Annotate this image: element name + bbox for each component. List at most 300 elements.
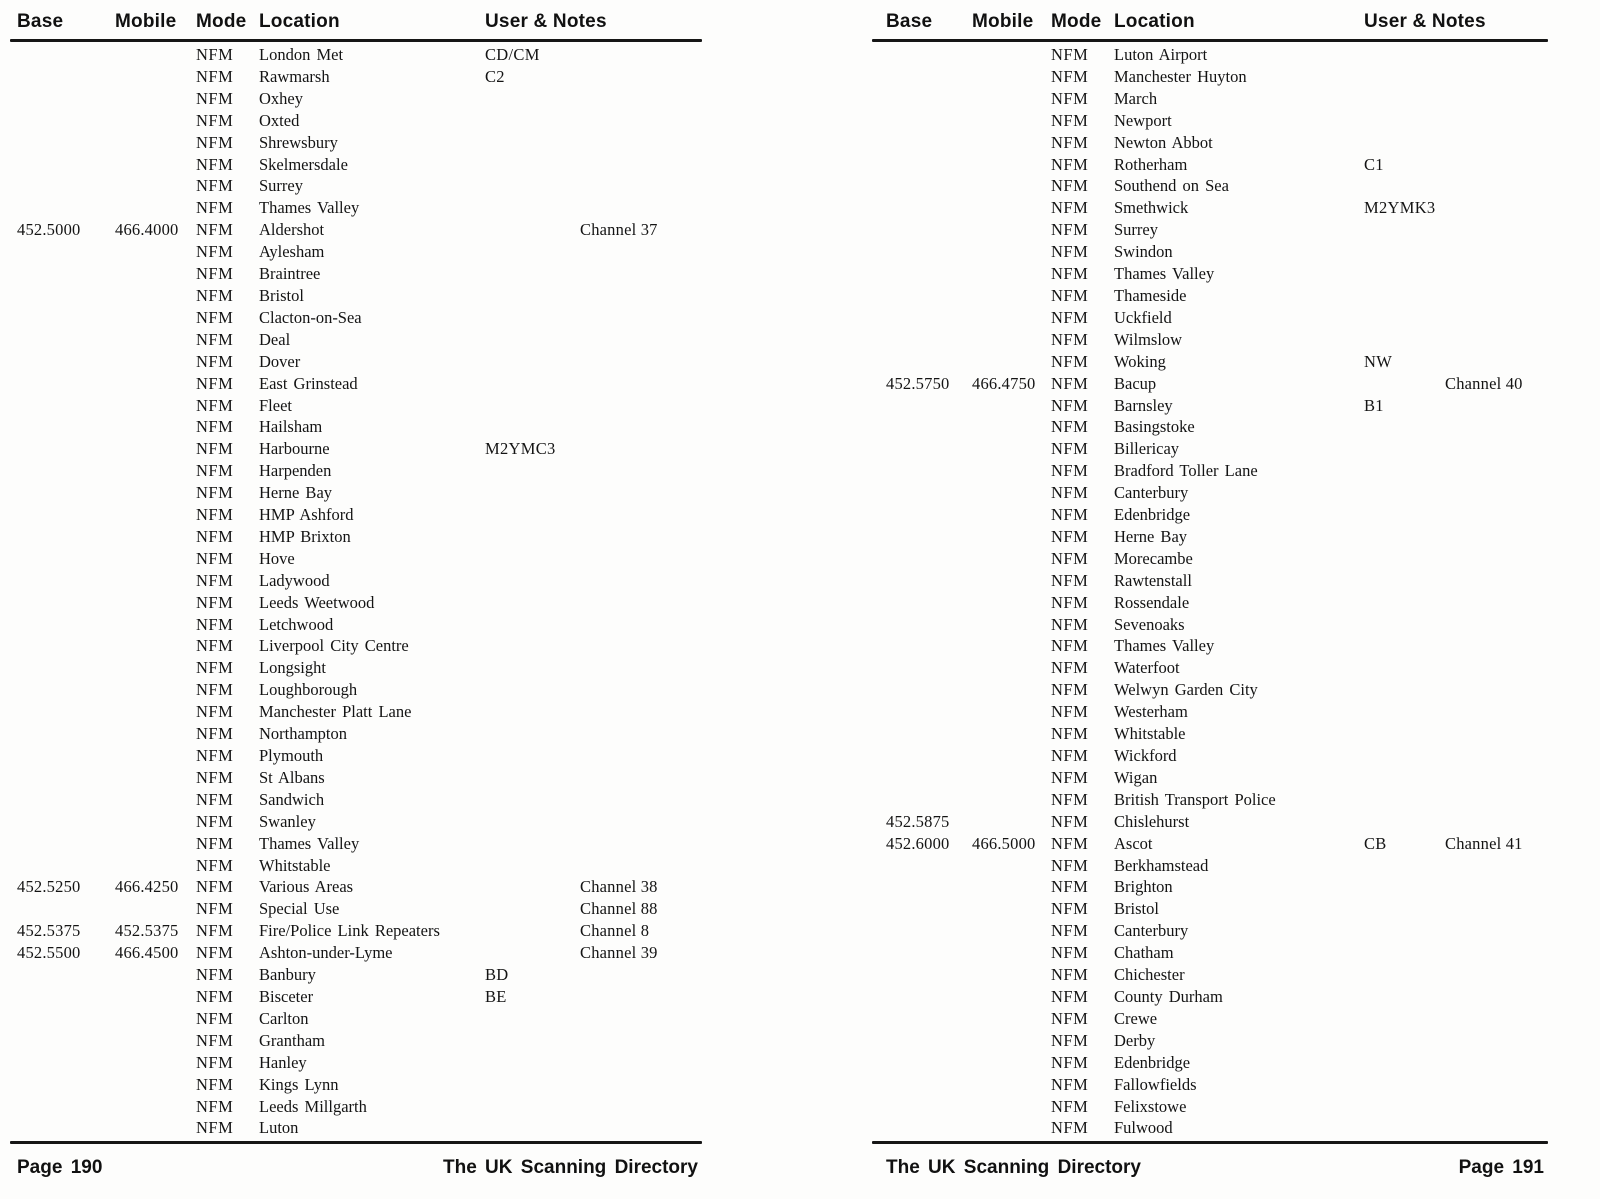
cell-location: HMP Brixton	[259, 526, 351, 546]
cell-user	[485, 416, 580, 438]
cell-base	[17, 395, 115, 417]
cell-mode: NFM	[196, 220, 234, 240]
cell-note: Channel 40	[1445, 373, 1523, 393]
cell-base	[17, 66, 115, 88]
cell-note	[1445, 44, 1548, 66]
cell-mode: NFM	[196, 1118, 234, 1138]
table-row	[17, 110, 702, 132]
cell-base	[886, 701, 972, 723]
cell-mobile	[972, 767, 1051, 789]
cell-note	[1445, 1074, 1548, 1096]
cell-user	[485, 395, 580, 417]
cell-base	[886, 351, 972, 373]
cell-user	[485, 920, 580, 942]
cell-mobile	[115, 701, 196, 723]
cell-mode: NFM	[1051, 1052, 1089, 1072]
cell-mode: NFM	[1051, 66, 1089, 86]
cell-mode: NFM	[196, 242, 234, 262]
cell-base	[17, 745, 115, 767]
cell-user	[1364, 132, 1445, 154]
column-header-location: Location	[259, 11, 340, 32]
cell-user	[485, 614, 580, 636]
table-row	[886, 548, 1548, 570]
cell-user	[485, 154, 580, 176]
cell-mode: NFM	[196, 417, 234, 437]
cell-note	[580, 789, 702, 811]
table-row	[17, 241, 702, 263]
cell-note	[580, 154, 702, 176]
cell-location: Thames Valley	[259, 198, 360, 218]
cell-user	[485, 1052, 580, 1074]
cell-location: Newton Abbot	[1114, 132, 1213, 152]
cell-location: Canterbury	[1114, 921, 1189, 941]
cell-mobile	[115, 592, 196, 614]
cell-base	[886, 219, 972, 241]
column-header-mobile: Mobile	[972, 11, 1034, 32]
cell-mobile	[972, 263, 1051, 285]
table-row	[17, 307, 702, 329]
cell-note	[1445, 1008, 1548, 1030]
table-row	[17, 1030, 702, 1052]
cell-user	[1364, 701, 1445, 723]
cell-mobile	[972, 460, 1051, 482]
cell-location: Ashton-under-Lyme	[259, 943, 393, 963]
cell-mode: NFM	[1051, 702, 1089, 722]
cell-location: Wigan	[1114, 767, 1158, 787]
cell-mode: NFM	[1051, 767, 1089, 787]
cell-base	[17, 1030, 115, 1052]
column-header-base: Base	[886, 11, 933, 32]
cell-note	[580, 723, 702, 745]
cell-user	[1364, 44, 1445, 66]
cell-note	[580, 1074, 702, 1096]
cell-mode: NFM	[196, 329, 234, 349]
cell-mobile	[115, 241, 196, 263]
cell-user	[1364, 635, 1445, 657]
cell-user	[1364, 1052, 1445, 1074]
cell-note	[580, 657, 702, 679]
cell-mode: NFM	[1051, 986, 1089, 1006]
cell-location: Fallowfields	[1114, 1074, 1197, 1094]
cell-base	[17, 767, 115, 789]
table-row	[17, 833, 702, 855]
cell-location: Fleet	[259, 395, 292, 415]
table-row	[17, 373, 702, 395]
table-header	[10, 0, 702, 39]
cell-location: Edenbridge	[1114, 1052, 1191, 1072]
cell-mobile: 466.5000	[972, 833, 1036, 853]
cell-mobile	[115, 657, 196, 679]
cell-base	[17, 1052, 115, 1074]
table-row	[886, 1052, 1548, 1074]
cell-base	[17, 438, 115, 460]
cell-note	[580, 110, 702, 132]
cell-base	[886, 614, 972, 636]
cell-location: Hanley	[259, 1052, 307, 1072]
cell-mode: NFM	[196, 461, 234, 481]
cell-mode: NFM	[196, 198, 234, 218]
cell-user	[1364, 876, 1445, 898]
cell-base: 452.5000	[17, 220, 81, 240]
cell-mobile	[115, 1030, 196, 1052]
cell-user	[485, 307, 580, 329]
cell-note	[1445, 614, 1548, 636]
cell-mobile	[115, 197, 196, 219]
cell-note	[1445, 1052, 1548, 1074]
cell-location: Newport	[1114, 110, 1172, 130]
cell-mobile	[972, 701, 1051, 723]
table-row	[17, 482, 702, 504]
cell-note	[580, 395, 702, 417]
cell-base	[886, 592, 972, 614]
table-row	[17, 570, 702, 592]
cell-base	[17, 110, 115, 132]
cell-mode: NFM	[1051, 921, 1089, 941]
cell-base	[886, 285, 972, 307]
cell-location: Surrey	[1114, 220, 1158, 240]
cell-mobile	[115, 1008, 196, 1030]
cell-user	[485, 351, 580, 373]
cell-mode: NFM	[1051, 746, 1089, 765]
cell-user	[1364, 811, 1445, 833]
table-row	[17, 132, 702, 154]
cell-location: Basingstoke	[1114, 417, 1195, 437]
table-row	[17, 1117, 702, 1139]
footer-page-number: Page 190	[17, 1157, 103, 1178]
table-row	[886, 351, 1548, 373]
cell-mode: NFM	[196, 373, 234, 393]
cell-mobile	[972, 351, 1051, 373]
cell-note	[580, 701, 702, 723]
cell-base: 452.5250	[17, 877, 81, 897]
cell-location: Ascot	[1114, 833, 1153, 853]
cell-base	[886, 876, 972, 898]
cell-mobile	[115, 898, 196, 920]
cell-mobile	[972, 175, 1051, 197]
page-footer	[872, 1144, 1548, 1179]
cell-note: Channel 38	[580, 877, 658, 897]
cell-note	[1445, 351, 1548, 373]
cell-base	[886, 416, 972, 438]
cell-location: Swanley	[259, 811, 316, 831]
cell-mobile: 466.4000	[115, 220, 179, 240]
cell-mode: NFM	[1051, 1096, 1089, 1116]
cell-base	[886, 789, 972, 811]
cell-base	[17, 635, 115, 657]
cell-mobile	[972, 811, 1051, 833]
cell-mobile	[115, 526, 196, 548]
cell-mode: NFM	[1051, 351, 1089, 371]
cell-location: Skelmersdale	[259, 154, 348, 174]
table-row	[17, 876, 702, 898]
table-row	[886, 526, 1548, 548]
cell-note	[580, 855, 702, 877]
cell-location: Hailsham	[259, 417, 323, 437]
cell-mode: NFM	[1051, 548, 1089, 568]
cell-mobile	[115, 504, 196, 526]
cell-base	[886, 241, 972, 263]
cell-base	[886, 526, 972, 548]
cell-note	[580, 1030, 702, 1052]
cell-base: 452.5875	[886, 811, 950, 831]
cell-location: Bacup	[1114, 373, 1157, 393]
cell-mode: NFM	[196, 1030, 234, 1050]
cell-note	[580, 132, 702, 154]
cell-base	[886, 175, 972, 197]
table-row	[886, 1096, 1548, 1118]
cell-note	[1445, 154, 1548, 176]
cell-user	[1364, 373, 1445, 395]
cell-mobile	[972, 1052, 1051, 1074]
cell-location: Longsight	[259, 658, 326, 678]
column-header-user-notes: User & Notes	[485, 11, 607, 32]
cell-location: Thames Valley	[1114, 264, 1215, 284]
cell-location: Leeds Weetwood	[259, 592, 375, 612]
cell-base	[886, 438, 972, 460]
footer-book-title: The UK Scanning Directory	[443, 1157, 698, 1178]
cell-note: Channel 41	[1445, 833, 1523, 853]
cell-base	[886, 986, 972, 1008]
cell-note	[580, 679, 702, 701]
cell-user	[485, 373, 580, 395]
cell-user	[1364, 175, 1445, 197]
cell-note	[580, 175, 702, 197]
cell-note	[1445, 789, 1548, 811]
table-row	[886, 833, 1548, 855]
cell-base	[886, 548, 972, 570]
cell-mode: NFM	[1051, 88, 1089, 108]
cell-mode: NFM	[196, 658, 234, 678]
cell-note	[1445, 88, 1548, 110]
cell-mode: NFM	[196, 264, 234, 284]
cell-location: British Transport Police	[1114, 789, 1276, 809]
cell-note	[580, 1096, 702, 1118]
cell-location: Oxted	[259, 110, 300, 130]
cell-note	[580, 307, 702, 329]
table-row	[886, 723, 1548, 745]
cell-location: County Durham	[1114, 986, 1223, 1006]
cell-note	[1445, 438, 1548, 460]
cell-mobile	[115, 635, 196, 657]
cell-mobile	[115, 745, 196, 767]
cell-base	[17, 154, 115, 176]
cell-user	[485, 175, 580, 197]
cell-user	[485, 504, 580, 526]
table-row	[886, 942, 1548, 964]
cell-base	[886, 263, 972, 285]
cell-location: Rawmarsh	[259, 66, 330, 86]
cell-base	[886, 679, 972, 701]
cell-location: Woking	[1114, 351, 1166, 371]
table-row	[17, 154, 702, 176]
cell-user	[485, 1117, 580, 1139]
cell-user	[1364, 263, 1445, 285]
cell-mobile	[115, 833, 196, 855]
cell-mobile	[972, 855, 1051, 877]
cell-note	[580, 460, 702, 482]
cell-mobile	[972, 789, 1051, 811]
page-191	[872, 0, 1548, 1199]
cell-user	[1364, 110, 1445, 132]
cell-base	[886, 110, 972, 132]
cell-user	[1364, 66, 1445, 88]
table-row	[886, 789, 1548, 811]
table-row	[886, 1074, 1548, 1096]
table-row	[17, 767, 702, 789]
cell-user	[485, 219, 580, 241]
cell-user	[1364, 88, 1445, 110]
cell-base	[17, 504, 115, 526]
cell-mode: NFM	[196, 965, 234, 985]
cell-user	[485, 679, 580, 701]
cell-mobile	[115, 395, 196, 417]
cell-note	[1445, 132, 1548, 154]
cell-note	[1445, 263, 1548, 285]
cell-note	[1445, 504, 1548, 526]
cell-mode: NFM	[1051, 307, 1089, 327]
cell-mobile	[972, 942, 1051, 964]
table-row	[886, 635, 1548, 657]
cell-location: Hove	[259, 548, 295, 568]
table-header	[872, 0, 1548, 39]
cell-note	[580, 635, 702, 657]
cell-note	[1445, 307, 1548, 329]
cell-mobile	[115, 679, 196, 701]
cell-location: Swindon	[1114, 242, 1173, 262]
table-row	[886, 986, 1548, 1008]
cell-mode: NFM	[1051, 154, 1089, 174]
cell-user	[485, 482, 580, 504]
cell-mode: NFM	[196, 307, 234, 327]
cell-mode: NFM	[1051, 1118, 1089, 1138]
cell-note: Channel 37	[580, 220, 658, 240]
cell-note	[580, 1052, 702, 1074]
cell-base	[17, 373, 115, 395]
cell-mode: NFM	[196, 592, 234, 612]
cell-note	[580, 351, 702, 373]
cell-mobile	[972, 1096, 1051, 1118]
cell-mode: NFM	[1051, 176, 1089, 196]
cell-mobile	[972, 526, 1051, 548]
cell-mobile	[115, 723, 196, 745]
cell-note	[1445, 898, 1548, 920]
cell-user	[485, 592, 580, 614]
table-row	[886, 592, 1548, 614]
cell-mode: NFM	[1051, 242, 1089, 262]
cell-note	[1445, 811, 1548, 833]
cell-note	[1445, 197, 1548, 219]
cell-mobile	[972, 241, 1051, 263]
cell-user	[1364, 920, 1445, 942]
cell-mobile	[115, 175, 196, 197]
header-rule	[10, 39, 702, 42]
cell-mode: NFM	[196, 548, 234, 568]
cell-base	[17, 44, 115, 66]
cell-mobile	[115, 767, 196, 789]
cell-note	[1445, 482, 1548, 504]
cell-mobile	[972, 395, 1051, 417]
table-row	[17, 175, 702, 197]
table-row	[17, 504, 702, 526]
cell-mode: NFM	[1051, 264, 1089, 284]
table-row	[886, 132, 1548, 154]
table-row	[17, 964, 702, 986]
cell-location: Oxhey	[259, 88, 303, 108]
cell-location: Thameside	[1114, 285, 1187, 305]
table-row	[17, 920, 702, 942]
cell-base	[17, 723, 115, 745]
cell-mode: NFM	[196, 1052, 234, 1072]
cell-user	[1364, 504, 1445, 526]
cell-note	[580, 373, 702, 395]
table-row	[886, 460, 1548, 482]
cell-location: Letchwood	[259, 614, 334, 634]
cell-location: Thames Valley	[259, 833, 360, 853]
cell-base: 452.6000	[886, 833, 950, 853]
cell-mode: NFM	[196, 285, 234, 305]
cell-note	[580, 1008, 702, 1030]
table-row	[17, 592, 702, 614]
cell-location: Crewe	[1114, 1008, 1158, 1028]
cell-base	[17, 614, 115, 636]
table-row	[886, 88, 1548, 110]
cell-location: Wilmslow	[1114, 329, 1183, 349]
cell-mode: NFM	[196, 767, 234, 787]
table-row	[17, 855, 702, 877]
cell-mobile	[972, 657, 1051, 679]
column-header-base: Base	[17, 11, 64, 32]
cell-mobile	[972, 285, 1051, 307]
cell-note	[1445, 110, 1548, 132]
cell-mobile	[972, 986, 1051, 1008]
cell-user	[485, 833, 580, 855]
cell-mode: NFM	[196, 789, 234, 809]
cell-location: March	[1114, 88, 1158, 108]
cell-base	[886, 1074, 972, 1096]
cell-note	[1445, 285, 1548, 307]
table-row	[886, 66, 1548, 88]
cell-user	[485, 701, 580, 723]
table-row	[17, 811, 702, 833]
cell-mode: NFM	[196, 526, 234, 546]
cell-location: Harpenden	[259, 461, 332, 481]
cell-base	[17, 482, 115, 504]
cell-base	[17, 964, 115, 986]
cell-user	[485, 1074, 580, 1096]
cell-base	[886, 307, 972, 329]
frequency-table-body	[872, 44, 1548, 1140]
cell-user	[1364, 329, 1445, 351]
cell-mode: NFM	[196, 351, 234, 371]
cell-location: Thames Valley	[1114, 636, 1215, 656]
cell-base	[886, 1030, 972, 1052]
cell-note	[580, 614, 702, 636]
cell-mobile	[972, 548, 1051, 570]
cell-location: Plymouth	[259, 746, 324, 765]
cell-note	[1445, 701, 1548, 723]
column-header-location: Location	[1114, 11, 1195, 32]
table-row	[17, 898, 702, 920]
cell-note	[580, 504, 702, 526]
cell-user: C1	[1364, 154, 1384, 174]
cell-user	[485, 1096, 580, 1118]
cell-mode: NFM	[196, 1008, 234, 1028]
cell-location: Sandwich	[259, 789, 325, 809]
cell-base	[17, 570, 115, 592]
cell-mobile	[972, 614, 1051, 636]
cell-base	[886, 460, 972, 482]
cell-user	[485, 548, 580, 570]
